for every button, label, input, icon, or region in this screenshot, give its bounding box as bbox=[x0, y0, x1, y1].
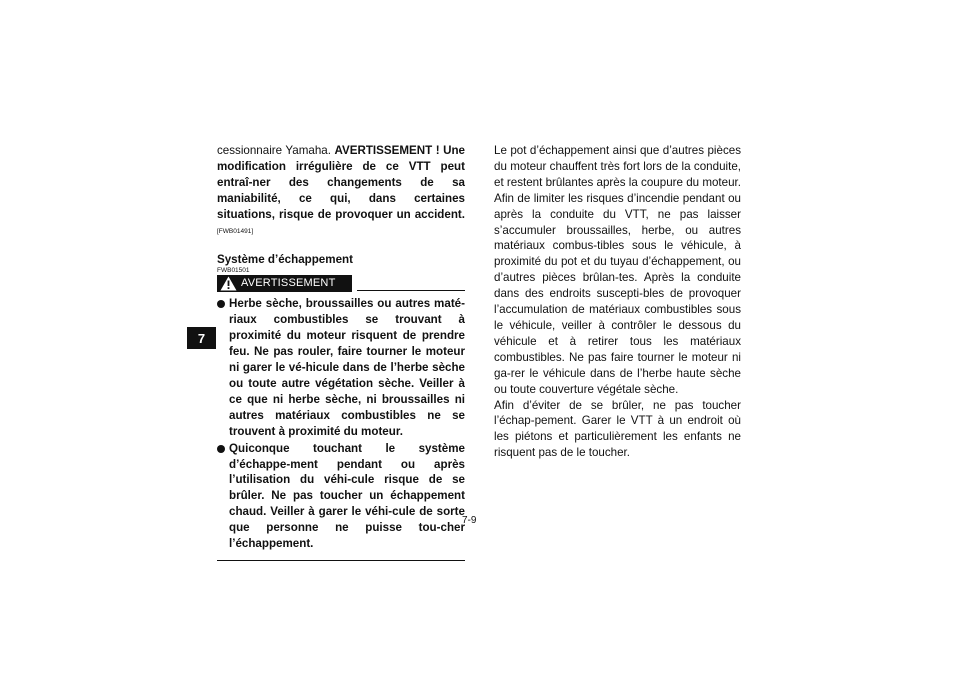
chapter-tab: 7 bbox=[187, 327, 216, 349]
warning-label: AVERTISSEMENT bbox=[241, 276, 336, 289]
intro-paragraph bbox=[217, 143, 465, 239]
intro-warning-text: AVERTISSEMENT ! Une modification irrégulière de ce VTT peut entraî-ner des changements de sa maniabilité, ce qui, dans certaines situations, risque de provoquer un accident. bbox=[217, 144, 465, 221]
warning-triangle-icon bbox=[220, 276, 237, 291]
bullet-dot-icon bbox=[217, 445, 225, 453]
section-title: Système d’échappement bbox=[217, 253, 353, 267]
warning-end-rule bbox=[217, 560, 465, 561]
page-number: 7-9 bbox=[462, 515, 477, 526]
warning-text: Quiconque touchant le système d’échappe-ment pendant ou après l’utilisation du véhi-cule risque de se brûler. Ne pas toucher un échappement chaud. Veiller à garer le véhi-cule de sorte que personne ne puisse tou-cher l’échappement. bbox=[229, 441, 465, 551]
bullet-dot-icon bbox=[217, 300, 225, 308]
exhaust-paragraph-1: Le pot d’échappement ainsi que d’autres pièces du moteur chauffent très fort lors de la conduite, et restent brûlantes après la coupure du moteur. Afin de limiter les risques d’incendie pendant ou après la conduite du VTT, ne pas laisser s’accumuler broussailles, herbe, ou autres matériaux combus-tibles sous le véhicule, à proximité du pot et du tuyau d’échappement, ou d’autres pièces brûlan-tes. Après la conduite dans des endroits suscepti-bles de provoquer l’accumulation de matériaux combustibles sous le véhicule, veiller à contrôler le dessous du véhicule et à retirer tous les matériaux combustibles. Ne pas faire tourner le moteur ni ga-rer le véhicule dans de l’herbe haute sèche ou toute couverture végétale sèche. bbox=[494, 144, 741, 396]
warning-rule bbox=[357, 290, 465, 291]
intro-reference-code: [FWB01491] bbox=[217, 227, 254, 235]
right-column bbox=[494, 143, 741, 461]
warning-header bbox=[217, 275, 465, 292]
warning-text: Herbe sèche, broussailles ou autres maté-riaux combustibles se trouvant à proximité du moteur risquent de prendre feu. Ne pas rouler, faire tourner le moteur ni garer le vé-hicule dans de l’herbe sèche ou toute autre végétation sèche. Veiller à ce que ni herbe sèche, ni broussailles ni autres matériaux combustibles ne se trouvent à proximité du moteur. bbox=[229, 297, 465, 438]
intro-normal-text: cessionnaire Yamaha. bbox=[217, 144, 335, 157]
left-column bbox=[217, 143, 465, 561]
exhaust-paragraph-2: Afin d’éviter de se brûler, ne pas toucher l’échap-pement. Garer le VTT à un endroit où les piétons et particulièrement les enfants ne risquent pas de le toucher. bbox=[494, 398, 741, 460]
warning-badge bbox=[217, 275, 352, 292]
list-item bbox=[217, 441, 465, 552]
warning-list bbox=[217, 296, 465, 552]
section-reference-code: FWB01501 bbox=[217, 267, 250, 275]
list-item bbox=[217, 296, 465, 439]
